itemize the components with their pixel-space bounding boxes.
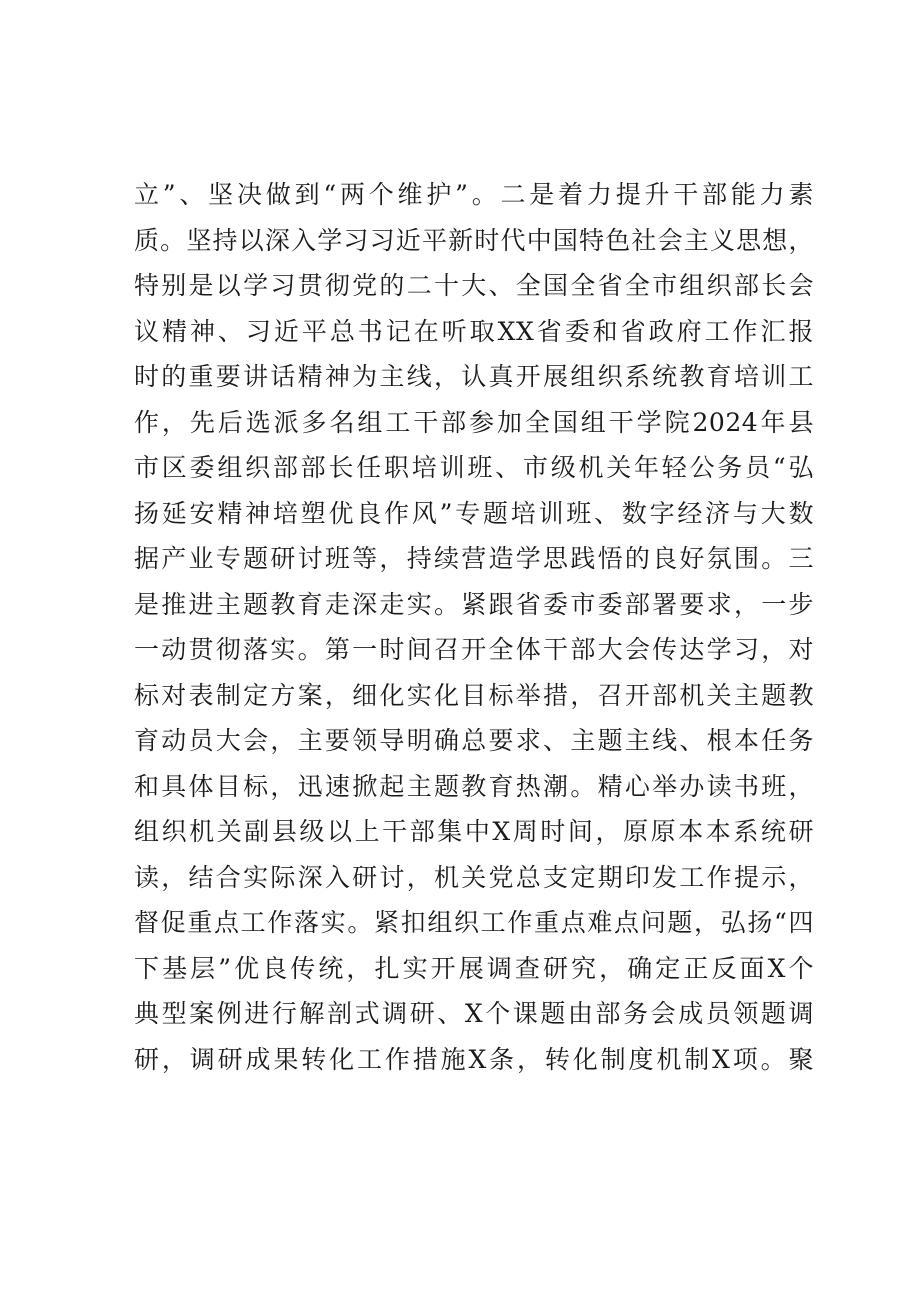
paragraph-line: 质。坚持以深入学习习近平新时代中国特色社会主义思想， bbox=[134, 225, 814, 255]
paragraph-line: 是推进主题教育走深走实。紧跟省委市委部署要求，一步 bbox=[134, 589, 814, 619]
paragraph-line: 据产业专题研讨班等，持续营造学思践悟的良好氛围。三 bbox=[134, 544, 814, 573]
paragraph-line: 育动员大会，主要领导明确总要求、主题主线、根本任务 bbox=[134, 726, 814, 755]
paragraph-line: 立”、坚决做到“两个维护”。二是着力提升干部能力素 bbox=[134, 180, 814, 209]
paragraph-line: 组织机关副县级以上干部集中X周时间，原原本本系统研 bbox=[134, 817, 814, 846]
paragraph-line: 和具体目标，迅速掀起主题教育热潮。精心举办读书班， bbox=[134, 771, 814, 801]
paragraph-line: 下基层”优良传统，扎实开展调查研究，确定正反面X个 bbox=[134, 953, 814, 983]
paragraph-line: 作，先后选派多名组工干部参加全国组干学院2024年县 bbox=[134, 407, 814, 437]
body-paragraph bbox=[134, 172, 814, 1082]
paragraph-line: 市区委组织部部长任职培训班、市级机关年轻公务员“弘 bbox=[134, 453, 814, 482]
paragraph-line: 研，调研成果转化工作措施X条，转化制度机制X项。聚 bbox=[134, 1044, 814, 1074]
paragraph-line: 典型案例进行解剖式调研、X个课题由部务会成员领题调 bbox=[134, 999, 814, 1028]
paragraph-line: 读，结合实际深入研讨，机关党总支定期印发工作提示， bbox=[134, 862, 814, 892]
paragraph-line: 督促重点工作落实。紧扣组织工作重点难点问题，弘扬“四 bbox=[134, 908, 814, 937]
paragraph-line: 扬延安精神培塑优良作风”专题培训班、数字经济与大数 bbox=[134, 498, 814, 528]
paragraph-line: 标对表制定方案，细化实化目标举措，召开部机关主题教 bbox=[134, 680, 814, 710]
paragraph-line: 时的重要讲话精神为主线，认真开展组织系统教育培训工 bbox=[134, 362, 814, 391]
paragraph-line: 特别是以学习贯彻党的二十大、全国全省全市组织部长会 bbox=[134, 271, 814, 300]
paragraph-line: 一动贯彻落实。第一时间召开全体干部大会传达学习，对 bbox=[134, 635, 814, 664]
paragraph-line: 议精神、习近平总书记在听取XX省委和省政府工作汇报 bbox=[134, 316, 814, 346]
